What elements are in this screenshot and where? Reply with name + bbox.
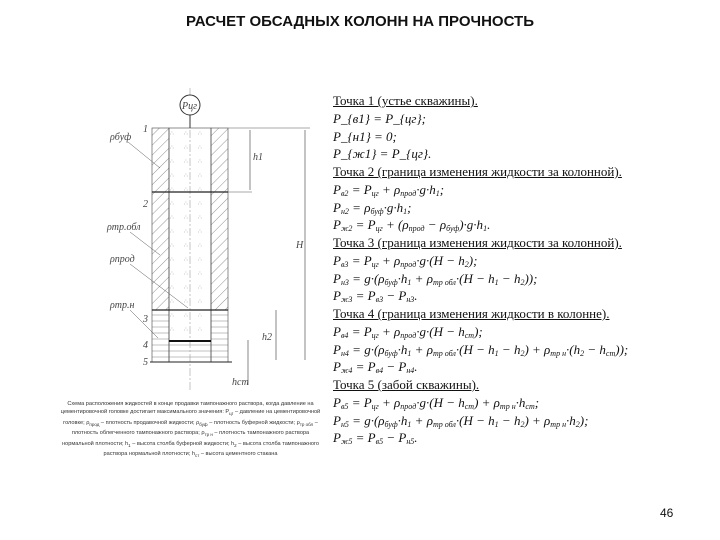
point-2: 2 [143, 199, 148, 210]
label-h2: h2 [262, 332, 272, 343]
label-h1: h1 [253, 152, 263, 163]
label-rho-tr-obl: ρтр.обл [107, 222, 141, 233]
subscript: цг [375, 224, 383, 234]
subscript: н4 [406, 366, 415, 376]
subscript: прод [408, 224, 425, 234]
subscript: ж2 [340, 224, 353, 234]
subscript: прод [400, 401, 417, 411]
subscript: н4 [340, 348, 349, 358]
formula-line: $P_{н5} = g\cdot(\rho_{буф}\cdot h_1 + \rho_{тр обл}\cdot(H - h_1 - h_2) + \rho_{тр н}\cdot h_2)$; [333, 412, 589, 429]
subscript: 2 [464, 259, 469, 269]
point-5: 5 [143, 357, 148, 368]
subscript: ст [605, 348, 616, 358]
subscript: в4 [375, 366, 384, 376]
page-number: 46 [660, 506, 674, 520]
figure-caption: Схема расположения жидкостей в конце продавки тампонажного раствора, когда давление на цементировочной головке достигает максимального значения: $P_{цг}$ – давление на цементировочной головке; $\rho_{прод}$ – плотность продавочной жидкости; $\rho_{буф}$ – плотность буферной жидкости; $\rho_{тр обл}$ – плотность облегченного тампонажного раствора; $\rho_{тр н}$ – плотность тампонажного раствора нормальной плотности; $h_1$ – высота столба буферной жидкости; $h_2$ – высота столба тампонажного раствора нормальной плотности; $h_{ст}$ – высота цементного стакана [60, 401, 321, 459]
subscript: 2 [234, 443, 237, 449]
subscript: тр обл [432, 419, 456, 429]
formula-line: $P_{в3} = P_{цг} + \rho_{прод}\cdot g\cdot(H - h_2)$; [333, 252, 478, 269]
subscript: 1 [407, 277, 412, 287]
subscript: ж4 [340, 366, 353, 376]
label-hst: hст [232, 377, 249, 388]
subscript: в5 [340, 401, 349, 411]
subscript: цг [371, 401, 379, 411]
formula-line: $P_{н2} = \rho_{буф}\cdot g\cdot h_1$; [333, 199, 412, 216]
subscript: буф [199, 422, 208, 428]
subscript: прод [400, 259, 417, 269]
subscript: цг [371, 188, 379, 198]
subscript: ж5 [340, 437, 353, 447]
formula-line: $P_{н3} = g\cdot(\rho_{буф}\cdot h_1 + \rho_{тр обл}\cdot(H - h_1 - h_2))$; [333, 270, 538, 287]
subscript: в3 [340, 259, 349, 269]
subscript: 1 [407, 348, 412, 358]
subscript: буф [384, 277, 398, 287]
annulus-buffer-left [152, 128, 169, 192]
subscript: 2 [580, 348, 585, 358]
cement-shoe [169, 341, 211, 362]
subscript: тр обл [432, 277, 456, 287]
subscript: 1 [128, 443, 131, 449]
subscript: тр обл [432, 348, 456, 358]
subscript: цг [371, 259, 379, 269]
subscript: тр обл [299, 422, 314, 428]
point-heading: Точка 1 (устье скважины). [333, 93, 478, 108]
formula-line: P_{ж1} = P_{цг}. [333, 146, 432, 162]
subscript: цг [229, 411, 234, 417]
annulus-normal-cement-right [211, 310, 228, 362]
subscript: тр н [550, 419, 567, 429]
subscript: буф [446, 224, 460, 234]
annulus-light-cement-right [211, 192, 228, 310]
subscript: 2 [520, 277, 525, 287]
subscript: ст [464, 401, 475, 411]
formula-line: $P_{ж5} = P_{в5} - P_{н5}$. [333, 430, 418, 447]
label-rho-buf: ρбуф [110, 132, 132, 143]
subscript: н5 [340, 419, 349, 429]
subscript: 1 [483, 224, 488, 234]
formula-line: P_{в1} = P_{цг}; [333, 110, 426, 126]
point-4: 4 [143, 340, 148, 351]
formula-line: $P_{ж4} = P_{в4} - P_{н4}$. [333, 359, 418, 376]
annulus-normal-cement-left [152, 310, 169, 362]
formula-list [333, 92, 703, 447]
subscript: н2 [340, 206, 349, 216]
subscript: буф [384, 348, 398, 358]
subscript: н5 [406, 437, 415, 447]
subscript: ст [464, 330, 475, 340]
subscript: в2 [340, 188, 349, 198]
annulus-buffer-right [211, 128, 228, 192]
subscript: прод [89, 422, 100, 428]
subscript: 1 [403, 206, 408, 216]
subscript: прод [400, 188, 417, 198]
subscript: ст [195, 453, 200, 459]
subscript: 1 [494, 419, 499, 429]
label-rho-prod: ρпрод [110, 254, 135, 265]
label-H: H [296, 240, 304, 251]
subscript: тр н [499, 401, 516, 411]
casing-displacement-fluid [169, 128, 211, 341]
subscript: н3 [340, 277, 349, 287]
point-heading: Точка 5 (забой скважины). [333, 377, 480, 392]
subscript: н3 [406, 295, 415, 305]
subscript: 1 [435, 188, 440, 198]
label-rho-tr-n: ρтр.н [110, 300, 135, 311]
formula-line: $P_{ж3} = P_{в3} - P_{н3}$. [333, 288, 418, 305]
point-heading: Точка 4 (граница изменения жидкости в колонне). [333, 306, 610, 321]
point-3: 3 [143, 314, 148, 325]
subscript: 1 [494, 277, 499, 287]
subscript: в4 [340, 330, 349, 340]
formula-line: $P_{в4} = P_{цг} + \rho_{прод}\cdot g\cdot(H - h_{ст})$; [333, 323, 483, 340]
point-heading: Точка 2 (граница изменения жидкости за колонной). [333, 164, 622, 179]
subscript: буф [384, 419, 398, 429]
formula-line: $P_{н4} = g\cdot(\rho_{буф}\cdot h_1 + \rho_{тр обл}\cdot(H - h_1 - h_2) + \rho_{тр н}\cdot(h_2 - h_{ст}))$; [333, 341, 629, 358]
subscript: в5 [375, 437, 384, 447]
page-title: РАСЧЕТ ОБСАДНЫХ КОЛОНН НА ПРОЧНОСТЬ [186, 13, 534, 30]
formula-line: $P_{ж2} = P_{цг} + (\rho_{прод} - \rho_{буф})\cdot g\cdot h_1$. [333, 217, 491, 234]
subscript: 1 [407, 419, 412, 429]
subscript: цг [371, 330, 379, 340]
subscript: в3 [375, 295, 384, 305]
point-heading: Точка 3 (граница изменения жидкости за колонной). [333, 235, 622, 250]
formula-line: $P_{в5} = P_{цг} + \rho_{прод}\cdot g\cdot(H - h_{ст}) + \rho_{тр н}\cdot h_{ст}$; [333, 394, 540, 411]
point-1: 1 [143, 124, 148, 135]
subscript: тр н [204, 432, 213, 438]
label-head-pressure: Pцг [182, 101, 198, 112]
subscript: 2 [520, 419, 525, 429]
subscript: 2 [520, 348, 525, 358]
subscript: буф [370, 206, 384, 216]
subscript: прод [400, 330, 417, 340]
subscript: ст [525, 401, 535, 411]
formula-line: $P_{в2} = P_{цг} + \rho_{прод}\cdot g\cdot h_1$; [333, 181, 445, 198]
subscript: тр н [550, 348, 567, 358]
subscript: ж3 [340, 295, 353, 305]
formula-line: P_{н1} = 0; [333, 128, 397, 144]
subscript: 1 [494, 348, 499, 358]
subscript: 2 [575, 419, 580, 429]
